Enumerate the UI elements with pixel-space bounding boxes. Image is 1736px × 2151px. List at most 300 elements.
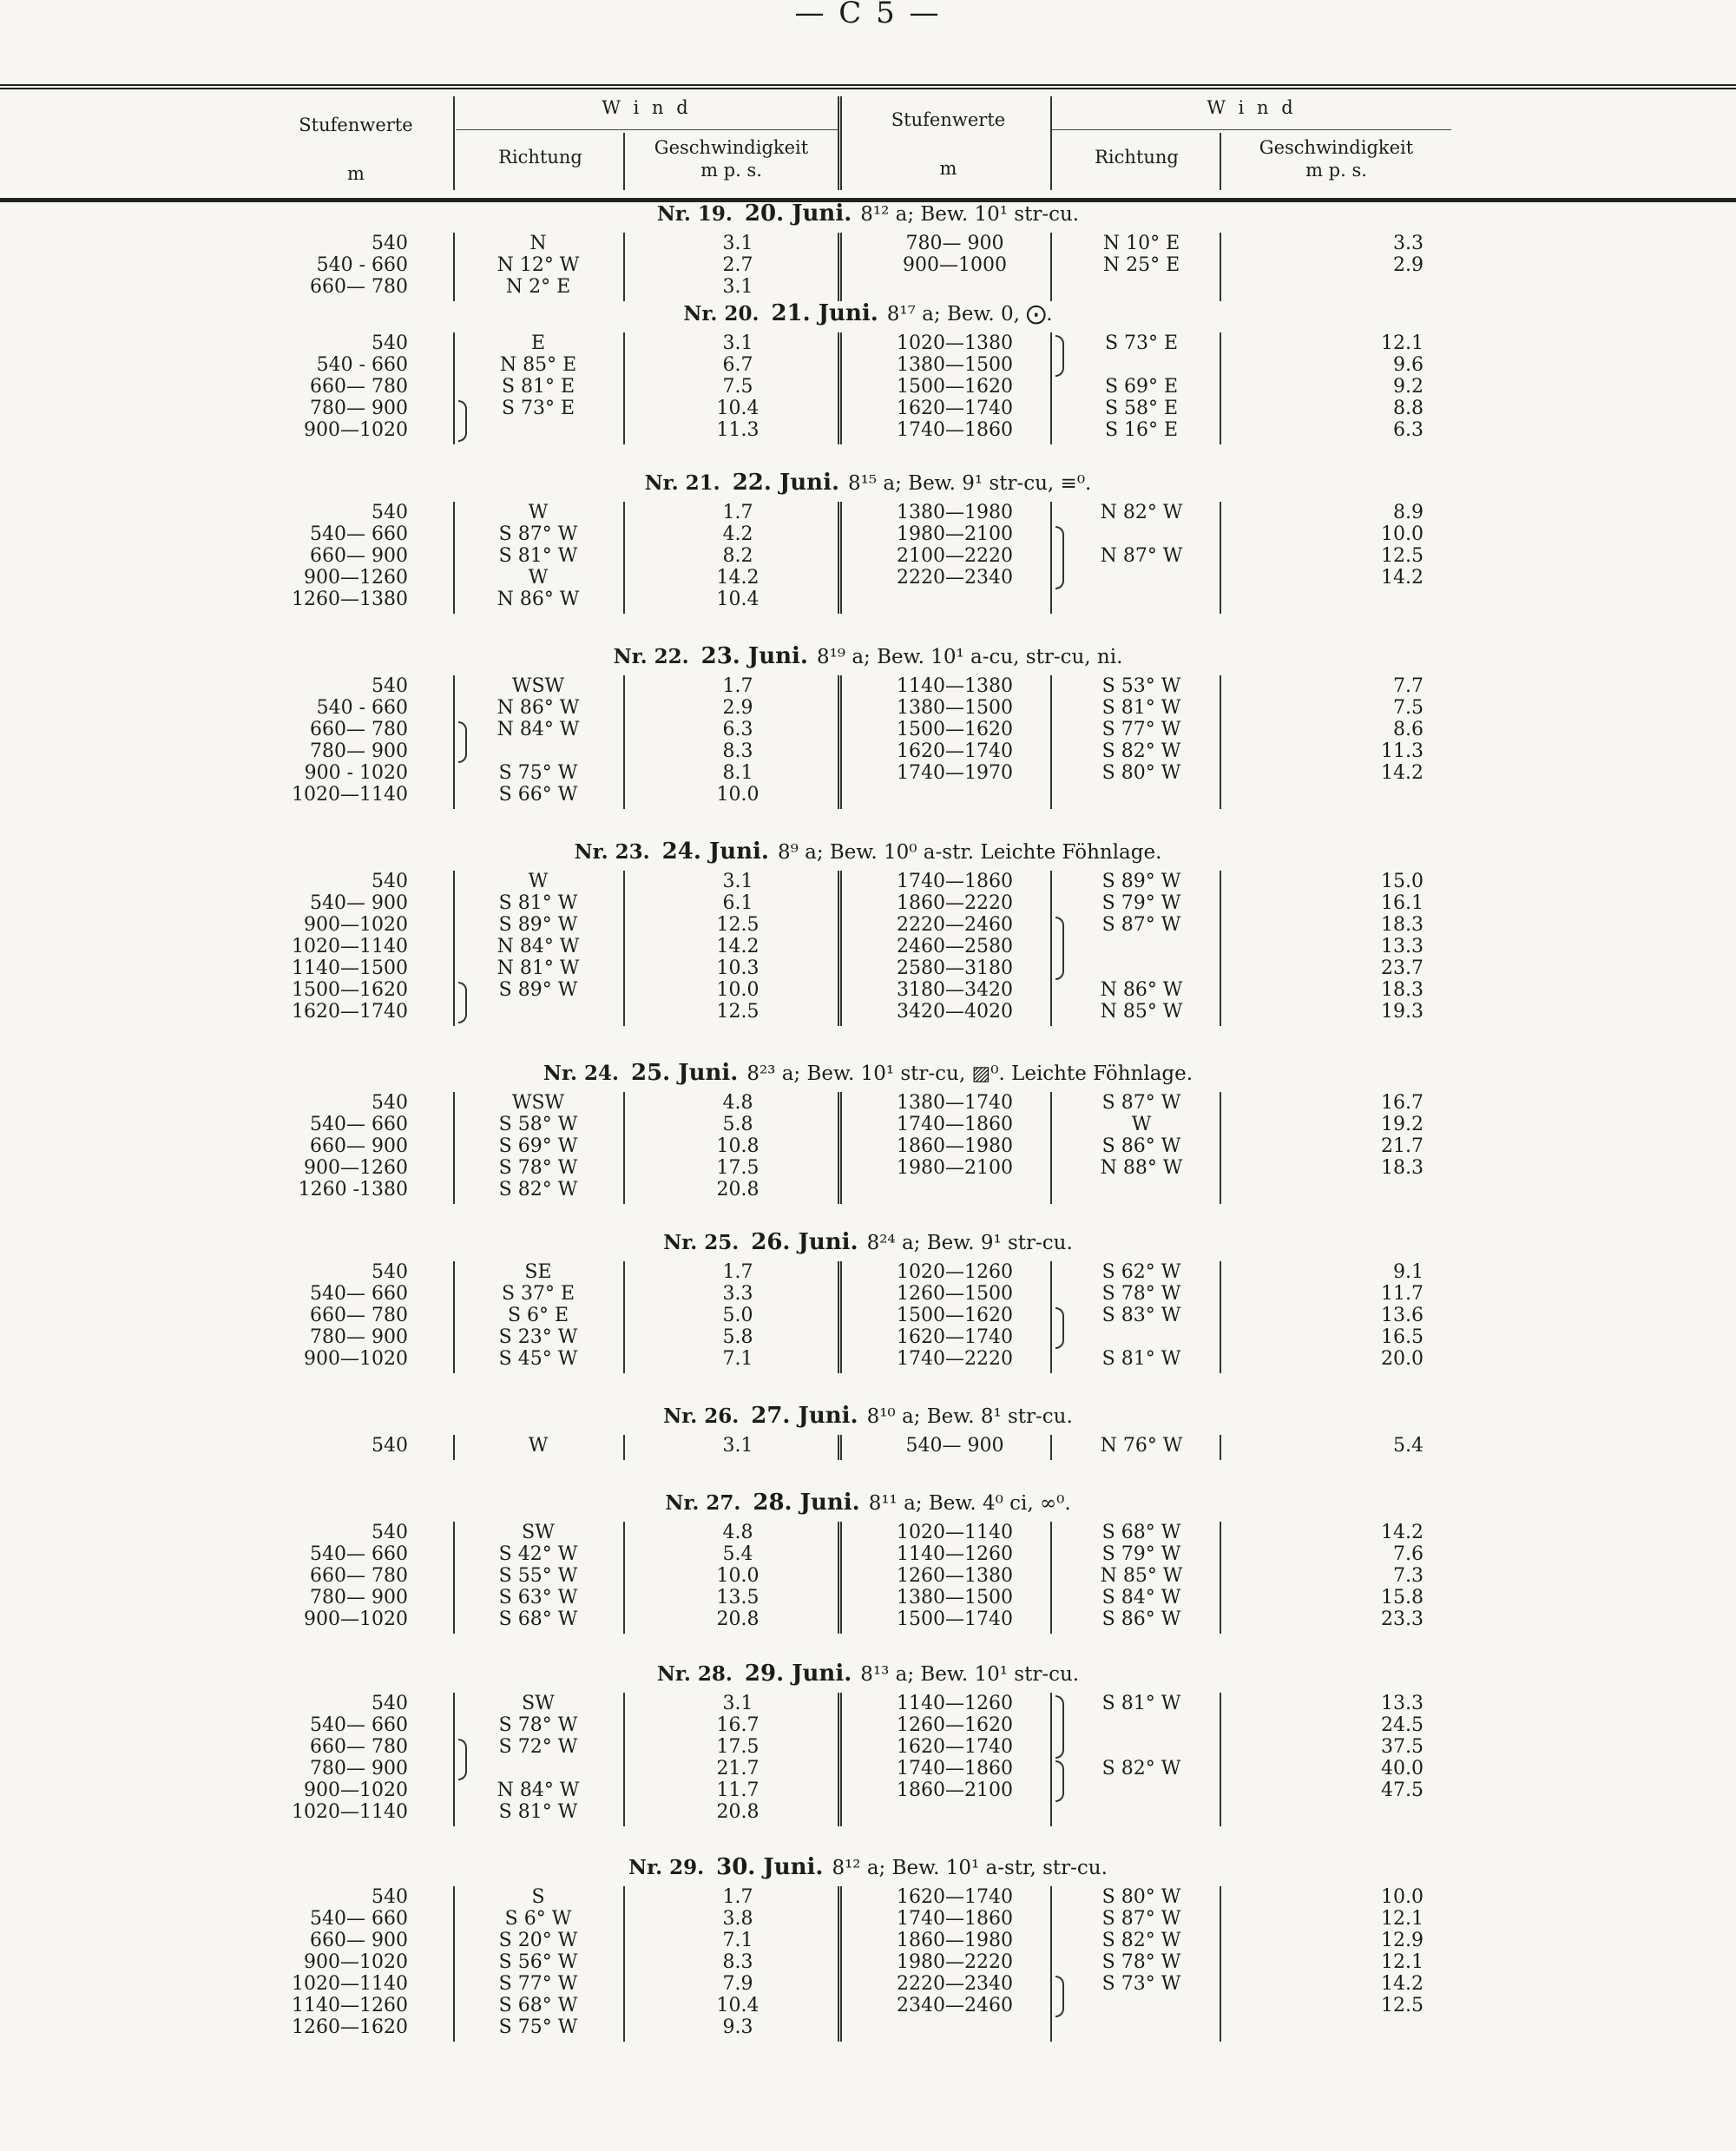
section-info: 8¹⁹ a; Bew. 10¹ a-cu, str-cu, ni. (816, 646, 1123, 668)
right-speed-column (1250, 871, 1424, 1023)
direction-cell: S 69° E (1104, 376, 1179, 398)
speed-cell: 18.3 (1381, 979, 1424, 1001)
speed-cell: 3.1 (722, 1693, 753, 1714)
direction-cell: N 76° W (1100, 1435, 1183, 1457)
direction-cell: S 77° W (498, 1973, 578, 1995)
speed-cell: 14.2 (1381, 567, 1424, 589)
direction-cell: W (528, 1435, 549, 1457)
section-24 (0, 1059, 1736, 1209)
altitude-cell: 540 - 660 (316, 354, 408, 376)
right-altitude-column (859, 1886, 1050, 2016)
direction-cell (1059, 1714, 1224, 1736)
section-date: 21. Juni. (771, 300, 878, 326)
direction-cell: S 63° W (498, 1587, 578, 1608)
direction-cell: S 62° W (1101, 1261, 1181, 1283)
speed-cell: 17.5 (716, 1736, 760, 1758)
section-date: 30. Juni. (716, 1854, 824, 1880)
altitude-cell: 540— 900 (905, 1435, 1004, 1457)
direction-cell (1059, 567, 1224, 589)
direction-cell: N 25° E (1102, 254, 1180, 276)
section-date: 28. Juni. (753, 1490, 860, 1516)
column-header (0, 84, 1736, 202)
right-altitude-column (859, 233, 1050, 276)
right-altitude-column (859, 1693, 1050, 1801)
header-stufenwerte-unit: m (347, 163, 365, 184)
section-19 (0, 200, 1736, 306)
altitude-cell: 2340—2460 (897, 1995, 1013, 2016)
speed-cell: 8.3 (722, 740, 753, 762)
section-info: 8¹⁵ a; Bew. 9¹ str-cu, ≡⁰. (848, 472, 1092, 495)
direction-cell: W (528, 502, 549, 523)
speed-cell: 6.1 (722, 892, 753, 914)
altitude-cell: 1980—2220 (897, 1951, 1013, 1973)
altitude-cell: 1260—1620 (897, 1714, 1013, 1736)
speed-cell: 7.3 (1393, 1565, 1424, 1587)
altitude-cell: 1620—1740 (897, 740, 1013, 762)
direction-cell: S 89° W (1101, 871, 1181, 892)
direction-cell (1059, 354, 1224, 376)
direction-cell: S 73° W (1101, 1973, 1181, 1995)
section-number: Nr. 23. (574, 840, 650, 864)
direction-cell (1059, 1779, 1224, 1801)
speed-cell: 9.3 (722, 2016, 753, 2038)
right-direction-column (1059, 1092, 1224, 1179)
speed-cell: 7.5 (1393, 697, 1424, 719)
speed-cell: 24.5 (1381, 1714, 1424, 1736)
speed-cell: 14.2 (1381, 762, 1424, 784)
altitude-cell: 540 (372, 1261, 408, 1283)
speed-cell: 1.7 (722, 1886, 753, 1908)
direction-cell: S 81° W (1101, 697, 1181, 719)
direction-cell: S 58° E (1104, 398, 1179, 419)
direction-cell: S 75° W (498, 762, 578, 784)
speed-cell: 10.0 (716, 784, 760, 806)
speed-cell: 5.8 (722, 1114, 753, 1135)
section-date: 24. Juni. (661, 839, 769, 865)
section-info: 8²⁴ a; Bew. 9¹ str-cu. (866, 1232, 1073, 1254)
altitude-cell: 1980—2100 (897, 523, 1013, 545)
altitude-cell: 1860—2100 (897, 1779, 1013, 1801)
section-20 (0, 299, 1736, 450)
altitude-cell: 660— 900 (310, 545, 408, 567)
direction-cell (1059, 1995, 1224, 2016)
direction-cell: S 6° W (504, 1908, 572, 1930)
section-number: Nr. 24. (542, 1062, 619, 1085)
direction-cell: S 78° W (498, 1714, 578, 1736)
brace (1055, 526, 1064, 589)
speed-cell: 20.8 (716, 1608, 760, 1630)
section-29 (0, 1853, 1736, 2047)
speed-cell: 12.9 (1381, 1930, 1424, 1951)
direction-cell: S 23° W (498, 1326, 578, 1348)
speed-cell: 3.1 (722, 276, 753, 298)
speed-cell: 23.7 (1381, 957, 1424, 979)
section-title (0, 1853, 1736, 1881)
page-header: — C 5 — (794, 0, 942, 30)
speed-cell: 3.1 (722, 1435, 753, 1457)
altitude-cell: 1260 -1380 (298, 1179, 408, 1200)
left-direction-column (469, 675, 608, 806)
speed-cell: 5.0 (722, 1305, 753, 1326)
section-date: 23. Juni. (700, 643, 808, 669)
brace (458, 400, 467, 442)
altitude-cell: 1860—2220 (897, 892, 1013, 914)
speed-cell: 37.5 (1381, 1736, 1424, 1758)
altitude-cell: 1740—2220 (897, 1348, 1013, 1370)
section-title (0, 1059, 1736, 1087)
right-direction-column (1059, 1261, 1224, 1370)
right-altitude-column (859, 1261, 1050, 1370)
speed-cell: 10.0 (1381, 1886, 1424, 1908)
speed-cell: 18.3 (1381, 1157, 1424, 1179)
speed-cell: 5.4 (722, 1543, 753, 1565)
direction-cell: S 78° W (498, 1157, 578, 1179)
altitude-cell: 1500—1620 (897, 719, 1013, 740)
speed-cell: 12.5 (1381, 545, 1424, 567)
section-number: Nr. 22. (613, 645, 689, 668)
speed-cell: 12.5 (716, 914, 760, 936)
direction-cell: S (531, 1886, 545, 1908)
header-geschwindigkeit-left: Geschwindigkeit (654, 137, 809, 158)
direction-cell: S 56° W (498, 1951, 578, 1973)
section-date: 29. Juni. (744, 1661, 852, 1687)
direction-cell: S 87° W (498, 523, 578, 545)
altitude-cell: 900 - 1020 (304, 762, 408, 784)
direction-cell: S 81° W (1101, 1348, 1181, 1370)
left-direction-column (469, 1261, 608, 1370)
speed-cell: 14.2 (1381, 1522, 1424, 1543)
right-speed-column (1250, 1435, 1424, 1457)
left-speed-column (660, 1886, 816, 2038)
direction-cell: N 2° E (505, 276, 571, 298)
direction-cell: S 87° W (1101, 1908, 1181, 1930)
altitude-cell: 900—1020 (304, 1348, 408, 1370)
direction-cell: N 84° W (496, 936, 580, 957)
speed-cell: 3.3 (722, 1283, 753, 1305)
speed-cell: 1.7 (722, 1261, 753, 1283)
section-number: Nr. 26. (663, 1404, 740, 1428)
direction-cell: S 20° W (498, 1930, 578, 1951)
speed-cell: 8.6 (1393, 719, 1424, 740)
direction-cell: S 68° W (1101, 1522, 1181, 1543)
right-speed-column (1250, 1693, 1424, 1801)
altitude-cell: 1980—2100 (897, 1157, 1013, 1179)
right-direction-column (1059, 675, 1224, 784)
speed-cell: 15.0 (1381, 871, 1424, 892)
altitude-cell: 540— 660 (310, 1283, 408, 1305)
left-altitude-column (200, 1435, 408, 1457)
altitude-cell: 2580—3180 (897, 957, 1013, 979)
right-direction-column (1059, 1693, 1224, 1801)
speed-cell: 10.4 (716, 589, 760, 610)
altitude-cell: 540 - 660 (316, 697, 408, 719)
direction-cell: S 89° W (498, 914, 578, 936)
direction-cell: S 53° W (1101, 675, 1181, 697)
right-altitude-column (859, 332, 1050, 441)
speed-cell: 40.0 (1381, 1758, 1424, 1779)
altitude-cell: 780— 900 (310, 1326, 408, 1348)
speed-cell: 3.3 (1393, 233, 1424, 254)
speed-cell: 10.0 (1381, 523, 1424, 545)
direction-cell: N 10° E (1102, 233, 1180, 254)
altitude-cell: 1020—1140 (292, 1801, 408, 1823)
section-27 (0, 1489, 1736, 1639)
direction-cell (1059, 523, 1224, 545)
left-direction-column (469, 871, 608, 1023)
speed-cell: 9.6 (1393, 354, 1424, 376)
direction-cell: S 84° W (1101, 1587, 1181, 1608)
header-geschwindigkeit-unit-right: m p. s. (1305, 160, 1367, 181)
speed-cell: 3.1 (722, 871, 753, 892)
section-date: 20. Juni. (744, 201, 852, 227)
speed-cell: 14.2 (716, 567, 760, 589)
direction-cell (469, 1758, 608, 1779)
altitude-cell: 1500—1620 (292, 979, 408, 1001)
section-title (0, 838, 1736, 865)
altitude-cell: 660— 900 (310, 1930, 408, 1951)
left-altitude-column (200, 1092, 408, 1200)
right-altitude-column (859, 871, 1050, 1023)
direction-cell: N 85° W (1100, 1001, 1183, 1023)
right-speed-column (1250, 332, 1424, 441)
speed-cell: 7.9 (722, 1973, 753, 1995)
direction-cell: N (529, 233, 547, 254)
altitude-cell: 2220—2460 (897, 914, 1013, 936)
direction-cell: SE (524, 1261, 552, 1283)
section-date: 27. Juni. (751, 1403, 858, 1429)
direction-cell: S 82° W (498, 1179, 578, 1200)
direction-cell: N 81° W (496, 957, 580, 979)
altitude-cell: 1740—1860 (897, 419, 1013, 441)
section-title (0, 642, 1736, 670)
right-speed-column (1250, 675, 1424, 784)
speed-cell: 7.6 (1393, 1543, 1424, 1565)
altitude-cell: 780— 900 (310, 1587, 408, 1608)
left-speed-column (660, 675, 816, 806)
altitude-cell: 540 - 660 (316, 254, 408, 276)
speed-cell: 7.7 (1393, 675, 1424, 697)
speed-cell: 10.8 (716, 1135, 760, 1157)
direction-cell: N 82° W (1100, 502, 1183, 523)
speed-cell: 1.7 (722, 675, 753, 697)
section-title (0, 1489, 1736, 1516)
speed-cell: 16.1 (1381, 892, 1424, 914)
left-direction-column (469, 332, 608, 441)
altitude-cell: 780— 900 (310, 1758, 408, 1779)
section-info: 8¹⁰ a; Bew. 8¹ str-cu. (866, 1405, 1073, 1428)
speed-cell: 8.2 (722, 545, 753, 567)
altitude-cell: 1260—1380 (897, 1565, 1013, 1587)
left-direction-column (469, 1886, 608, 2038)
direction-cell: S 68° W (498, 1608, 578, 1630)
section-title (0, 200, 1736, 227)
speed-cell: 11.3 (716, 419, 760, 441)
header-richtung-right: Richtung (1095, 147, 1179, 168)
direction-cell (1059, 1736, 1224, 1758)
altitude-cell: 1380—1740 (897, 1092, 1013, 1114)
section-number: Nr. 21. (644, 471, 720, 495)
direction-cell: S 81° W (498, 545, 578, 567)
direction-cell: S 73° E (501, 398, 575, 419)
left-direction-column (469, 1522, 608, 1630)
altitude-cell: 1380—1500 (897, 697, 1013, 719)
direction-cell: S 82° W (1101, 1758, 1181, 1779)
section-info: 8²³ a; Bew. 10¹ str-cu, ▨⁰. Leichte Föhnlage. (746, 1062, 1194, 1085)
left-speed-column (660, 1435, 816, 1457)
section-25 (0, 1228, 1736, 1378)
speed-cell: 10.4 (716, 398, 760, 419)
direction-cell (1059, 1326, 1224, 1348)
altitude-cell: 2460—2580 (897, 936, 1013, 957)
speed-cell: 8.3 (722, 1951, 753, 1973)
section-info: 8⁹ a; Bew. 10⁰ a-str. Leichte Föhnlage. (777, 841, 1162, 864)
brace (1055, 917, 1064, 980)
direction-cell: S 78° W (1101, 1283, 1181, 1305)
right-altitude-column (859, 1435, 1050, 1457)
altitude-cell: 1740—1860 (897, 1758, 1013, 1779)
left-direction-column (469, 1693, 608, 1823)
right-direction-column (1059, 1522, 1224, 1630)
speed-cell: 6.3 (1393, 419, 1424, 441)
direction-cell: S 37° E (501, 1283, 575, 1305)
left-altitude-column (200, 1693, 408, 1823)
direction-cell: S 45° W (498, 1348, 578, 1370)
section-date: 26. Juni. (751, 1229, 858, 1255)
altitude-cell: 1140—1260 (292, 1995, 408, 2016)
speed-cell: 11.3 (1381, 740, 1424, 762)
header-richtung-left: Richtung (498, 147, 582, 168)
section-title (0, 299, 1736, 327)
altitude-cell: 780— 900 (905, 233, 1004, 254)
left-speed-column (660, 1261, 816, 1370)
speed-cell: 17.5 (716, 1157, 760, 1179)
altitude-cell: 1620—1740 (897, 1886, 1013, 1908)
altitude-cell: 540— 660 (310, 1714, 408, 1736)
direction-cell: S 78° W (1101, 1951, 1181, 1973)
direction-cell: S 87° W (1101, 914, 1181, 936)
left-speed-column (660, 1522, 816, 1630)
left-speed-column (660, 1693, 816, 1823)
direction-cell: S 72° W (498, 1736, 578, 1758)
direction-cell: S 86° W (1101, 1608, 1181, 1630)
direction-cell: S 79° W (1101, 892, 1181, 914)
altitude-cell: 3420—4020 (897, 1001, 1013, 1023)
direction-cell: N 87° W (1100, 545, 1183, 567)
altitude-cell: 660— 780 (310, 1305, 408, 1326)
direction-cell: S 75° W (498, 2016, 578, 2038)
speed-cell: 15.8 (1381, 1587, 1424, 1608)
speed-cell: 4.2 (722, 523, 753, 545)
altitude-cell: 540— 660 (310, 523, 408, 545)
right-speed-column (1250, 1886, 1424, 2016)
left-speed-column (660, 502, 816, 610)
speed-cell: 16.7 (716, 1714, 760, 1736)
speed-cell: 21.7 (1381, 1135, 1424, 1157)
section-number: Nr. 20. (683, 302, 760, 326)
altitude-cell: 1500—1620 (897, 376, 1013, 398)
direction-cell: N 86° W (496, 589, 580, 610)
brace (1055, 1695, 1064, 1759)
brace (1055, 1307, 1064, 1349)
speed-cell: 6.3 (722, 719, 753, 740)
speed-cell: 13.3 (1381, 1693, 1424, 1714)
speed-cell: 2.7 (722, 254, 753, 276)
speed-cell: 10.3 (716, 957, 760, 979)
brace (1055, 1976, 1064, 2017)
altitude-cell: 660— 780 (310, 276, 408, 298)
speed-cell: 3.1 (722, 233, 753, 254)
speed-cell: 12.1 (1381, 332, 1424, 354)
direction-cell (469, 740, 608, 762)
altitude-cell: 1260—1500 (897, 1283, 1013, 1305)
altitude-cell: 540 (372, 502, 408, 523)
speed-cell: 47.5 (1381, 1779, 1424, 1801)
left-speed-column (660, 233, 816, 298)
altitude-cell: 1620—1740 (897, 1736, 1013, 1758)
altitude-cell: 900—1020 (304, 1779, 408, 1801)
altitude-cell: 900—1260 (304, 1157, 408, 1179)
direction-cell (469, 419, 608, 441)
left-speed-column (660, 871, 816, 1023)
brace (1055, 335, 1064, 377)
speed-cell: 12.1 (1381, 1908, 1424, 1930)
right-speed-column (1250, 502, 1424, 589)
brace (458, 1739, 467, 1780)
altitude-cell: 780— 900 (310, 398, 408, 419)
right-speed-column (1250, 1522, 1424, 1630)
right-speed-column (1250, 1261, 1424, 1370)
speed-cell: 16.5 (1381, 1326, 1424, 1348)
altitude-cell: 900—1020 (304, 1951, 408, 1973)
direction-cell: S 81° E (501, 376, 575, 398)
altitude-cell: 1020—1140 (292, 936, 408, 957)
section-title (0, 1402, 1736, 1430)
header-stufenwerte-unit-right: m (939, 158, 957, 179)
section-info: 8¹¹ a; Bew. 4⁰ ci, ∞⁰. (868, 1492, 1071, 1515)
altitude-cell: 540 (372, 1693, 408, 1714)
altitude-cell: 1140—1380 (897, 675, 1013, 697)
speed-cell: 4.8 (722, 1092, 753, 1114)
direction-cell: S 16° E (1104, 419, 1179, 441)
direction-cell: S 66° W (498, 784, 578, 806)
altitude-cell: 1020—1380 (897, 332, 1013, 354)
altitude-cell: 540 (372, 233, 408, 254)
speed-cell: 8.8 (1393, 398, 1424, 419)
header-wind-left: W i n d (602, 97, 692, 118)
direction-cell (1059, 957, 1224, 979)
right-direction-column (1059, 871, 1224, 1023)
speed-cell: 7.1 (722, 1348, 753, 1370)
direction-cell: E (530, 332, 546, 354)
direction-cell: WSW (511, 675, 565, 697)
section-date: 25. Juni. (630, 1060, 739, 1086)
left-direction-column (469, 1092, 608, 1200)
speed-cell: 13.3 (1381, 936, 1424, 957)
left-speed-column (660, 332, 816, 441)
speed-cell: 14.2 (1381, 1973, 1424, 1995)
speed-cell: 20.0 (1381, 1348, 1424, 1370)
direction-cell: S 86° W (1101, 1135, 1181, 1157)
speed-cell: 2.9 (1393, 254, 1424, 276)
speed-cell: 16.7 (1381, 1092, 1424, 1114)
altitude-cell: 3180—3420 (897, 979, 1013, 1001)
altitude-cell: 1260—1620 (292, 2016, 408, 2038)
section-23 (0, 838, 1736, 1031)
altitude-cell: 660— 780 (310, 1565, 408, 1587)
altitude-cell: 540 (372, 871, 408, 892)
brace (458, 721, 467, 763)
speed-cell: 1.7 (722, 502, 753, 523)
